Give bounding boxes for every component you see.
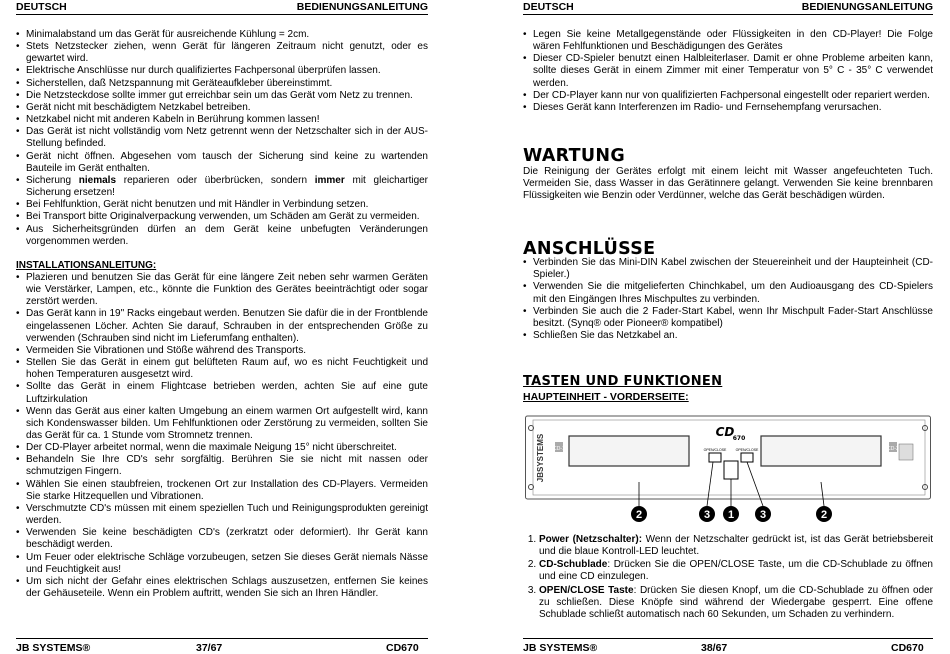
power-switch <box>724 461 738 479</box>
function-item <box>539 534 933 558</box>
callout-number: 2 <box>635 509 643 521</box>
list-item: • Stellen Sie das Gerät in einem gut belüfteten Raum auf, wo es nicht Feuchtigkeit und hohen Temperaturen ausgesetzt wird. <box>16 357 428 381</box>
cd-tray-right <box>761 436 881 466</box>
page-header <box>16 0 428 15</box>
function-item <box>539 585 933 621</box>
list-item: • Verwenden Sie keine beschädigten CD's (zerkratzt oder deformiert). Ihr Gerät kann beschädigt werden. <box>16 527 428 551</box>
footer-brand: JB SYSTEMS® <box>16 642 91 654</box>
cd-tray-left <box>569 436 689 466</box>
callout-number: 2 <box>820 509 828 521</box>
cd1-label: CD-1 <box>553 446 565 452</box>
list-item: • Um sich nicht der Gefahr eines elektrischen Schlags auszusetzen, entfernen Sie keines der Gehäuseteile. Wenn ein Problem auftritt, wenden Sie sich an Ihren Händler. <box>16 576 428 600</box>
functions-section <box>523 534 933 622</box>
list-item: • Um Feuer oder elektrische Schläge vorzubeugen, setzen Sie dieses Gerät niemals Nässe und Feuchtigkeit aus! <box>16 552 428 576</box>
open-close-button-right <box>741 453 753 462</box>
list-item: • Sollte das Gerät in einem Flightcase betrieben werden, achten Sie auf eine gute Luftzirkulation <box>16 381 428 405</box>
list-item: • Behandeln Sie Ihre CD's sehr sorgfältig. Berühren Sie sie nicht mit nassen oder schmutzigen Fingern. <box>16 454 428 478</box>
function-text: : Drücken Sie diesen Knopf, um die CD-Schublade zu öffnen oder zu schließen. Diese Knöpfe sind während der Wiedergabe gesperrt. Eine offene Schublade schließt automatisch nach 60 Sekunden, um Schaden zu verhindern. <box>539 584 933 620</box>
tasten-section <box>523 376 933 403</box>
footer-model: CD670 <box>891 642 924 654</box>
list-item: • Dieses Gerät kann Interferenzen im Radio- und Fernsehempfang verursachen. <box>523 102 933 114</box>
list-item: • Plazieren und benutzen Sie das Gerät für eine längere Zeit neben sehr warmen Geräten wie Verstärker, Lampen, etc., könnte die Funktion des Gerätes beeinträchtigt oder sogar zerstört werden. <box>16 272 428 308</box>
list-item: • Verwenden Sie die mitgelieferten Chinchkabel, um den Audioausgang des CD-Spielers mit den Eingängen Ihres Mischpultes zu verbinden. <box>523 281 933 305</box>
function-item <box>539 559 933 583</box>
list-item: • Die Netzsteckdose sollte immer gut erreichbar sein um das Gerät vom Netz zu trennen. <box>16 90 428 102</box>
brand-vertical: JBSYSTEMS <box>536 433 545 483</box>
list-item: • Legen Sie keine Metallgegenstände oder Flüssigkeiten in den CD-Player! Die Folge wären Fehlfunktionen und Beschädigungen des Gerätes <box>523 29 933 53</box>
callout-number: 1 <box>727 509 735 521</box>
device-front-panel-illustration <box>525 414 931 532</box>
wartung-section <box>523 146 933 203</box>
safety-list-2 <box>16 199 428 248</box>
page-left <box>16 0 428 654</box>
list-item: • Schließen Sie das Netzkabel an. <box>523 330 933 342</box>
list-item: • Vermeiden Sie Vibrationen und Stöße während des Transports. <box>16 345 428 357</box>
header-language: DEUTSCH <box>523 1 574 13</box>
list-item: • Der CD-Player arbeitet normal, wenn die maximale Neigung 15° nicht überschreitet. <box>16 442 428 454</box>
header-language: DEUTSCH <box>16 1 67 13</box>
callouts <box>631 506 832 522</box>
safety-section <box>523 29 933 114</box>
page-footer <box>16 638 428 653</box>
list-item: • Netzkabel nicht mit anderen Kabeln in Berührung kommen lassen! <box>16 114 428 126</box>
page-right <box>523 0 933 654</box>
safety-list <box>16 29 428 175</box>
function-text: : Drücken Sie die OPEN/CLOSE Taste, um die CD-Schublade zu öffnen und eine CD einzulegen. <box>539 559 933 583</box>
open-close-label: OPEN/CLOSE <box>735 448 759 452</box>
list-item: • Das Gerät kann in 19" Racks eingebaut werden. Benutzen Sie dafür die in der Frontblende eingelassenen Löcher. Achten Sie darauf, Schrauben in der entsprechenden Größe zu verwenden (Schrauben sind nicht im Lieferumfang enthalten). <box>16 308 428 344</box>
footer-page: 37/67 <box>196 642 223 654</box>
list-item: • Sicherung niemals reparieren oder überbrücken, sondern immer mit gleichartiger Sicherung ersetzen! <box>16 175 428 199</box>
list-item: • Stets Netzstecker ziehen, wenn Gerät für längeren Zeitraum nicht genutzt, oder es gewartet wird. <box>16 41 428 65</box>
haupteinheit-heading: HAUPTEINHEIT - VORDERSEITE: <box>523 391 689 404</box>
install-heading: INSTALLATIONSANLEITUNG: <box>16 259 157 271</box>
functions-list <box>523 534 933 621</box>
list-item: • Wenn das Gerät aus einer kalten Umgebung an einem warmen Ort aufgestellt wird, kann sich Kondenswasser bilden. Um Fehlfunktionen oder Zerstörung zu vermeiden, sollten Sie das Gerät für ca. 1 Stunde vom Stromnetz trennen. <box>16 406 428 442</box>
list-item: • Wählen Sie einen staubfreien, trockenen Ort zur Installation des CD-Players. Vermeiden Sie starke Hitzequellen und Vibrationen. <box>16 479 428 503</box>
list-item: • Elektrische Anschlüsse nur durch qualifiziertes Fachpersonal überprüfen lassen. <box>16 65 428 77</box>
install-list <box>16 272 428 600</box>
list-item: • Verschmutzte CD's müssen mit einem speziellen Tuch und Reinigungsprodukten gereinigt werden. <box>16 503 428 527</box>
list-item: • Gerät nicht mit beschädigtem Netzkabel betreiben. <box>16 102 428 114</box>
open-close-label: OPEN/CLOSE <box>703 448 727 452</box>
header-title: BEDIENUNGSANLEITUNG <box>801 1 933 13</box>
list-item: • Das Gerät ist nicht vollständig vom Netz getrennt wenn der Netzschalter sich in der AUS-Stellung befinded. <box>16 126 428 150</box>
wartung-heading: WARTUNG <box>523 146 626 166</box>
function-title: CD-Schublade <box>539 559 608 571</box>
fuse-list <box>16 175 428 199</box>
cd2-label: CD-2 <box>887 446 899 452</box>
device-logo: CD <box>715 425 735 439</box>
page-footer <box>523 638 933 653</box>
page-header <box>523 0 933 15</box>
list-item: • Verbinden Sie das Mini-DIN Kabel zwischen der Steuereinheit und der Haupteinheit (CD-Spieler.) <box>523 257 933 281</box>
anschluesse-section <box>523 239 933 342</box>
list-item: • Minimalabstand um das Gerät für ausreichende Kühlung = 2cm. <box>16 29 428 41</box>
cd-logo-icon <box>899 444 913 460</box>
list-item: • Dieser CD-Spieler benutzt einen Halbleiterlaser. Damit er ohne Probleme arbeiten kann, sollte dieses Gerät in einem Zimmer mit einer Temperatur von 5° C - 35° C verwendet werden. <box>523 53 933 89</box>
anschluesse-list <box>523 257 933 342</box>
tasten-heading: TASTEN UND FUNKTIONEN <box>523 374 723 389</box>
function-text: Wenn der Netzschalter gedrückt ist, ist das Gerät betriebsbereit und die blaue Kontroll-LED leuchtet. <box>539 534 933 558</box>
footer-model: CD670 <box>386 642 419 654</box>
device-logo-sub: 670 <box>732 435 746 442</box>
list-item: • Gerät nicht öffnen. Abgesehen vom tausch der Sicherung sind keine zu wartenden Bauteile im Gerät enthalten. <box>16 151 428 175</box>
function-title: Power (Netzschalter): <box>539 534 643 545</box>
list-item: • Aus Sicherheitsgründen dürfen an dem Gerät keine unbefugten Veränderungen vorgenommen werden. <box>16 224 428 248</box>
list-item: • Sicherstellen, daß Netzspannung mit Geräteaufkleber übereinstimmt. <box>16 78 428 90</box>
safety-list <box>523 29 933 114</box>
anschluesse-heading: ANSCHLÜSSE <box>523 239 656 259</box>
list-item: • Bei Transport bitte Originalverpackung verwenden, um Schäden am Gerät zu vermeiden. <box>16 211 428 223</box>
callout-number: 3 <box>703 509 711 521</box>
list-item: • Verbinden Sie auch die 2 Fader-Start Kabel, wenn Ihr Mischpult Fader-Start Anschlüsse besitzt. (Synq® oder Pioneer® kompatibel) <box>523 306 933 330</box>
list-item: • Bei Fehlfunktion, Gerät nicht benutzen und mit Händler in Verbindung setzen. <box>16 199 428 211</box>
function-title: OPEN/CLOSE Taste <box>539 584 634 596</box>
safety-section <box>16 29 428 600</box>
footer-page: 38/67 <box>701 642 728 654</box>
footer-brand: JB SYSTEMS® <box>523 642 598 654</box>
callout-number: 3 <box>759 509 767 521</box>
header-title: BEDIENUNGSANLEITUNG <box>296 1 428 13</box>
open-close-button-left <box>709 453 721 462</box>
wartung-text: Die Reinigung der Gerätes erfolgt mit einem leicht mit Wasser angefeuchteten Tuch. Vermeiden Sie, dass Wasser in das Gerätinnere gelangt. Verwenden Sie keine brennbaren Flüssigkeiten wie Benzin oder Verdünner, welche das Gerät beschädigen würden. <box>523 166 933 202</box>
list-item: • Der CD-Player kann nur von qualifizierten Fachpersonal eingestellt oder repariert werden. <box>523 90 933 102</box>
